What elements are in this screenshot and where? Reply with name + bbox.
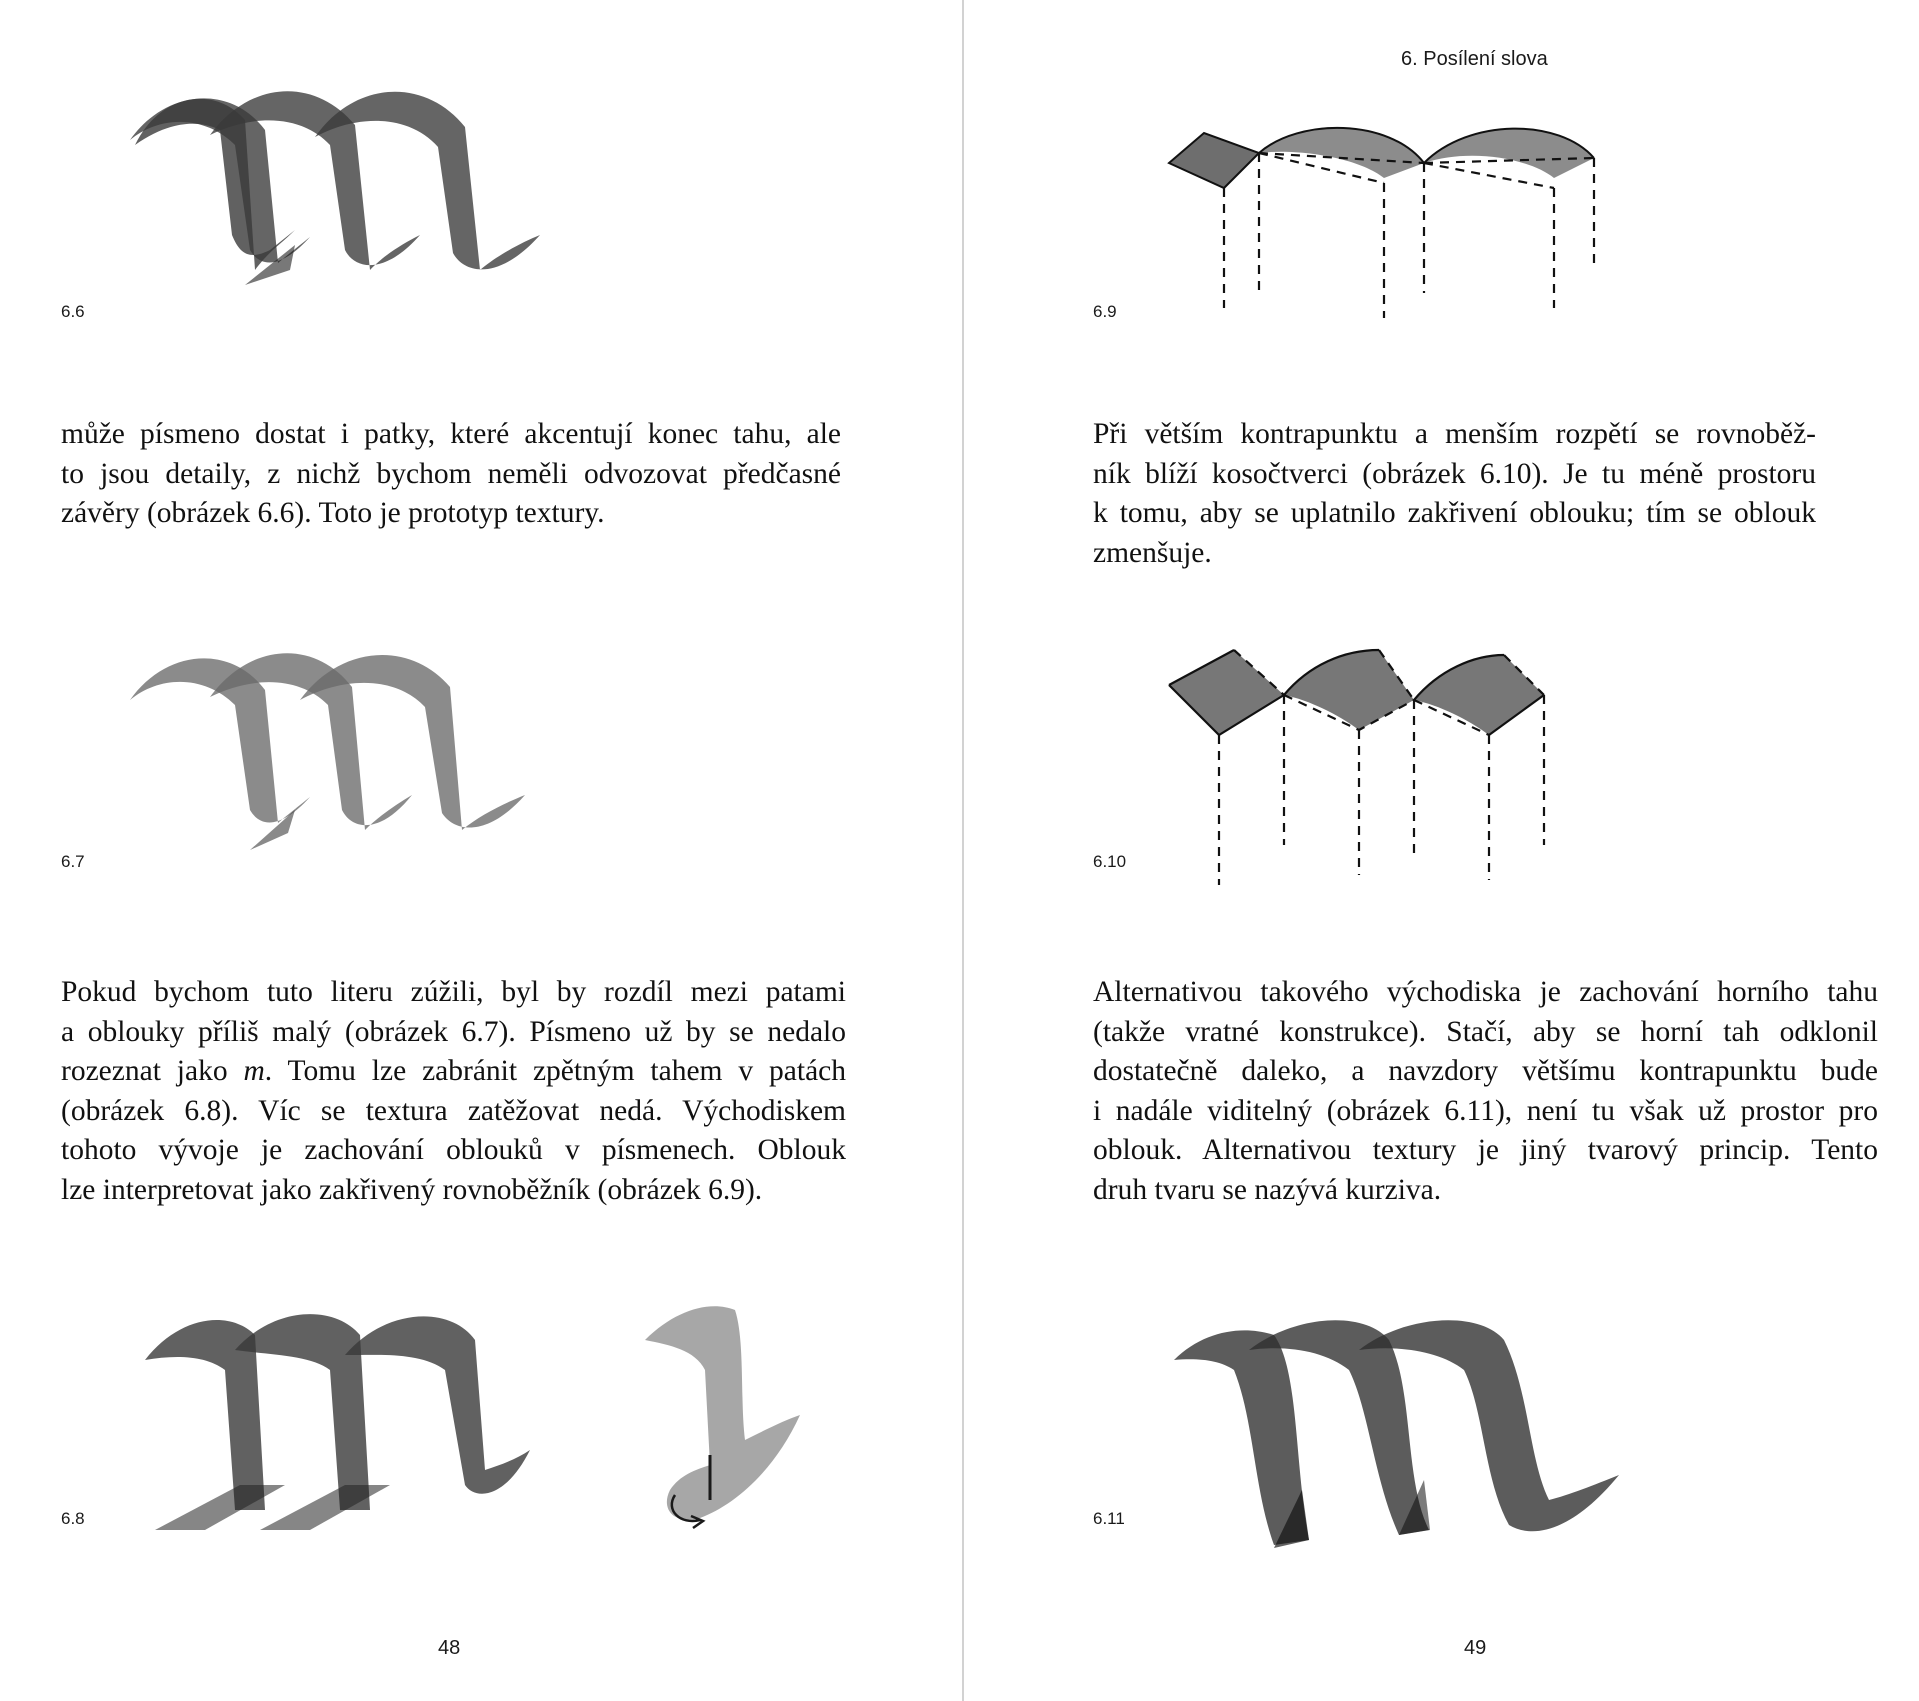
italic-letter: m [243,1055,265,1087]
text-line: může písmeno dostat i patky, které akcentují konec tahu, ale [61,418,841,450]
text-line: Pokud bychom tuto literu zúžili, byl by rozdíl mezi patami [61,976,846,1008]
text-line: Alternativou takového východiska je zachování horního tahu [1093,976,1878,1008]
text-line: závěry (obrázek 6.6). Toto je prototyp textury. [61,497,605,529]
text-line: (takže vratné konstrukce). Stačí, aby se horní tah odklonil [1093,1015,1878,1048]
figure-6-9 [1169,118,1629,328]
figure-number: 6.11 [1093,1509,1125,1528]
narrow-blackletter-m-icon [120,645,620,895]
paragraph [61,415,841,534]
page-number: 48 [438,1637,461,1659]
figure-6-7 [120,645,620,895]
text-line: (obrázek 6.8). Víc se textura zatěžovat nedá. Východiskem [61,1094,846,1127]
text-line: rozeznat jako m. Tomu lze zabránit zpětným tahem v patách [61,1055,847,1087]
textura-m-with-feet-icon [135,1300,815,1560]
figure-number: 6.7 [61,852,85,871]
paragraph [1093,973,1878,1210]
parallelogram-arches-diagram-icon [1169,118,1629,328]
text-line: lze interpretovat jako zakřivený rovnoběžník (obrázek 6.9). [61,1173,763,1206]
running-header: 6. Posílení slova [1401,48,1548,70]
figure-6-10 [1169,640,1629,890]
figure-6-6 [120,85,620,335]
blackletter-m-icon [120,85,620,335]
right-page [964,0,1919,1701]
figure-6-8 [135,1300,815,1560]
text-line: druh tvaru se nazývá kurziva. [1093,1173,1442,1206]
page-number: 49 [1464,1637,1487,1659]
paragraph [61,973,846,1210]
text-line: to jsou detaily, z nichž bychom neměli odvozovat předčasné [61,457,841,490]
text-line: dostatečně daleko, a navzdory většímu kontrapunktu bude [1093,1055,1878,1087]
text-line: zmenšuje. [1093,536,1212,569]
cursive-m-icon [1174,1310,1634,1560]
text-line: ník blíží kosočtverci (obrázek 6.10). Je tu méně prostoru [1093,457,1816,490]
text-line: tohoto vývoje je zachování oblouků v písmenech. Oblouk [61,1134,846,1166]
figure-number: 6.10 [1093,852,1127,871]
text-line: a oblouky příliš malý (obrázek 6.7). Písmeno už by se nedalo [61,1015,846,1048]
figure-6-11 [1174,1310,1634,1560]
text-line: i nadále viditelný (obrázek 6.11), není tu však už prostor pro [1093,1094,1878,1127]
text-line: oblouk. Alternativou textury je jiný tvarový princip. Tento [1093,1134,1878,1166]
figure-number: 6.9 [1093,302,1117,321]
rhombus-arches-diagram-icon [1169,640,1629,890]
text-line: Při větším kontrapunktu a menším rozpětí se rovnoběž- [1093,418,1816,450]
text-line: k tomu, aby se uplatnilo zakřivení oblouku; tím se oblouk [1093,497,1816,529]
figure-number: 6.6 [61,302,85,321]
figure-number: 6.8 [61,1509,85,1528]
paragraph [1093,415,1816,573]
